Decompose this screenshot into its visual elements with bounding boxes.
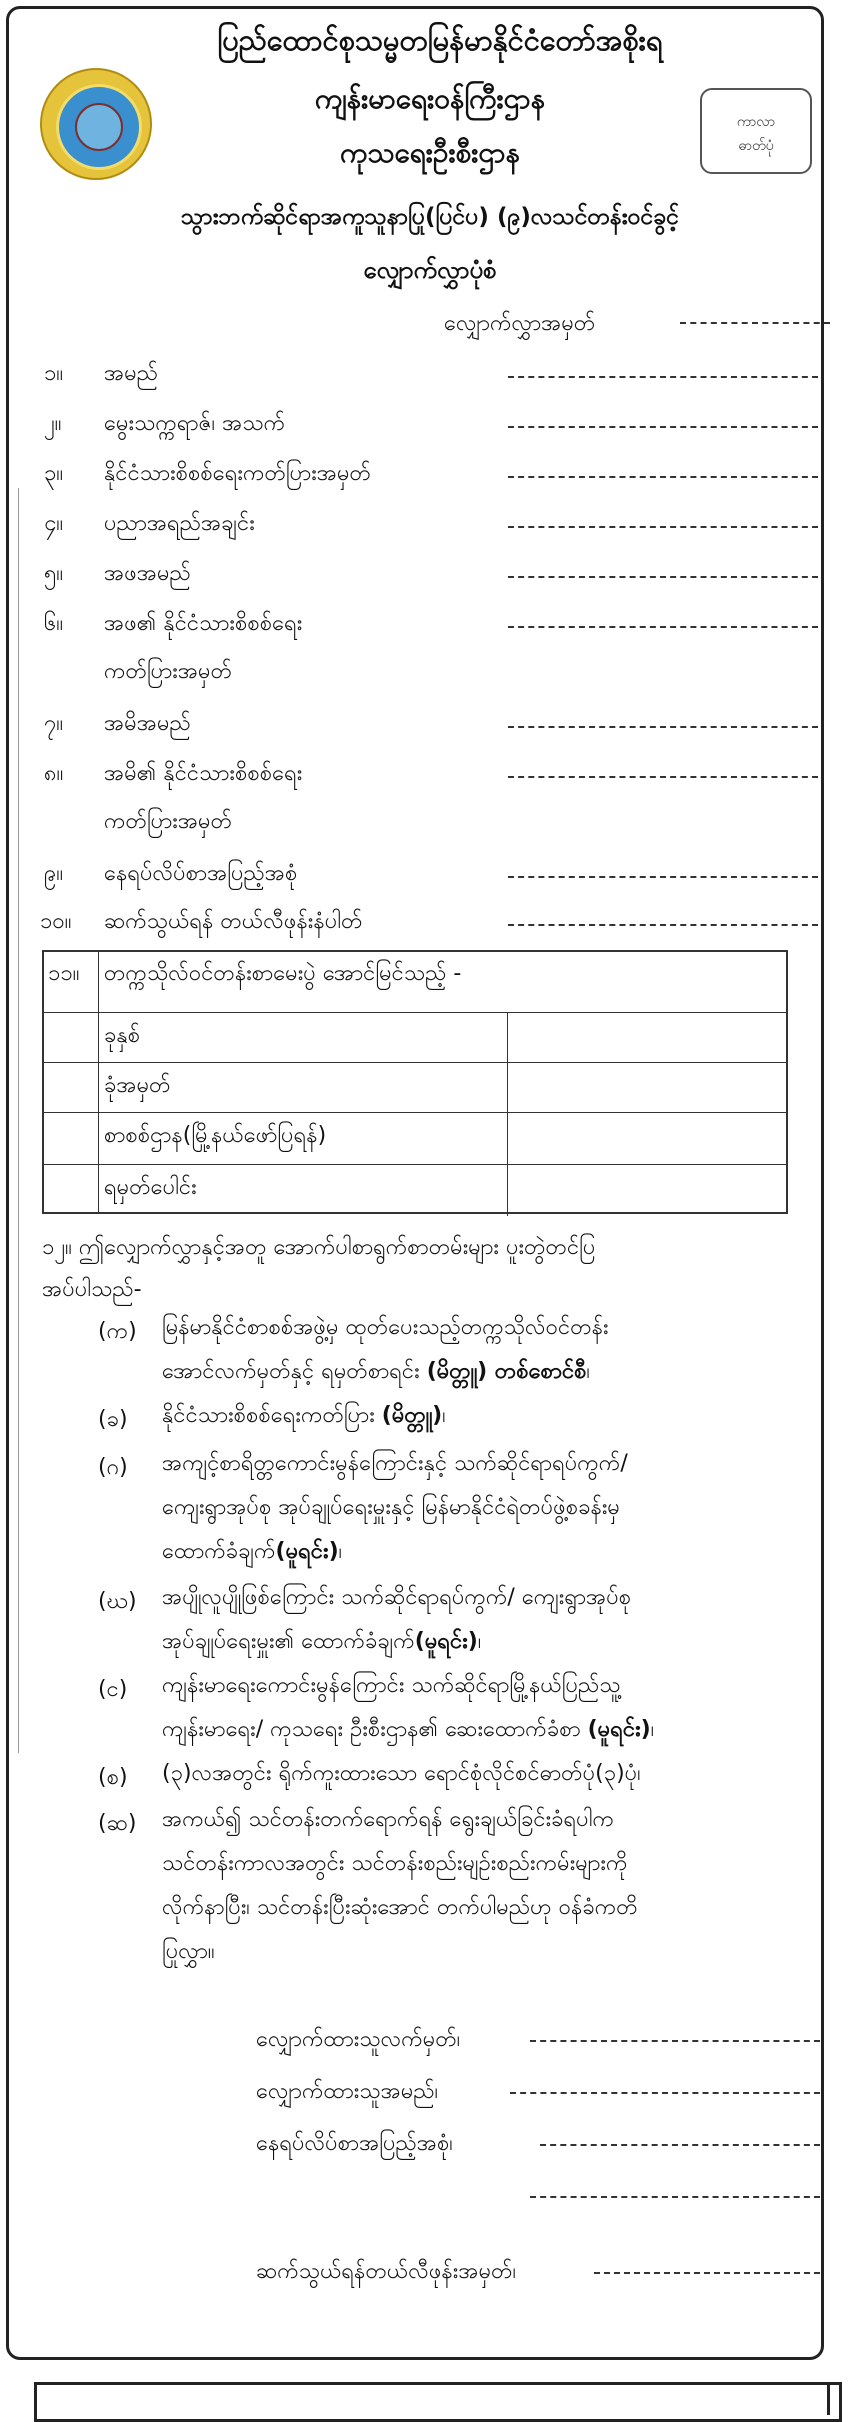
photo-box (700, 88, 812, 174)
exam-table-heading: တက္ကသိုလ်ဝင်တန်းစာမေးပွဲ အောင်မြင်သည့် - (104, 961, 462, 986)
application-number-label: လျှောက်လွှာအမှတ် (444, 311, 596, 336)
attachment-label: (ခ) (98, 1407, 128, 1432)
department-title: ကုသရေးဦးစီးဌာန (340, 136, 520, 169)
attachment-item-text: အပျိုလူပျိုဖြစ်ကြောင်း သက်ဆိုင်ရာရပ်ကွက်/ ကျေးရွာအုပ်စု အုပ်ချုပ်ရေးမှူး၏ ထောက်ခံချက်(မူရင်း)၊ (162, 1585, 632, 1654)
exam-row-centre: စာစစ်ဌာန(မြို့နယ်ဖော်ပြရန်) (104, 1123, 327, 1148)
applicant-address-line-2[interactable] (530, 2196, 820, 2198)
field-number: ၄။ (44, 511, 64, 536)
attachment-label: (င) (98, 1677, 128, 1702)
field-father-name-label: အဖအမည် (104, 561, 191, 586)
attachments-intro-cont: အပ်ပါသည်- (42, 1277, 142, 1302)
field-nrc-line[interactable] (508, 476, 818, 478)
logo-emblem-icon (56, 84, 142, 170)
field-number: ၇။ (44, 711, 64, 736)
attachment-item-text: နိုင်ငံသားစိစစ်ရေးကတ်ပြား (မိတ္တူ)၊ (162, 1403, 446, 1428)
applicant-address-label: နေရပ်လိပ်စာအပြည့်အစုံ၊ (256, 2131, 453, 2156)
attachment-label: (က) (98, 1319, 137, 1344)
field-mother-nrc-line[interactable] (508, 776, 818, 778)
field-phone-line[interactable] (508, 924, 818, 926)
field-mother-name-line[interactable] (508, 726, 818, 728)
attachments-intro: ၁၂။ ဤလျှောက်လွှာနှင့်အတူ အောက်ပါစာရွက်စာတမ်းများ ပူးတွဲတင်ပြ (42, 1235, 596, 1260)
field-father-nrc-label: အဖ၏ နိုင်ငံသားစိစစ်ရေး (104, 611, 303, 636)
field-education-line[interactable] (508, 526, 818, 528)
attachment-label: (ဃ) (98, 1589, 137, 1614)
field-mother-name-label: အမိအမည် (104, 711, 191, 736)
exam-table-number: ၁၁။ (48, 961, 80, 986)
exam-row-year: ခုနှစ် (104, 1023, 141, 1048)
field-number: ၉။ (44, 861, 64, 886)
application-number-line[interactable] (680, 322, 830, 324)
field-name-line[interactable] (508, 376, 818, 378)
page-edge-line (827, 2385, 830, 2415)
course-title: သွားဘက်ဆိုင်ရာအကူသူနာပြု(ပြင်ပ) (၉)လသင်တန်းဝင်ခွင့် (181, 204, 679, 230)
field-number: ၈။ (44, 761, 64, 786)
field-number: ၁။ (44, 361, 64, 386)
field-father-nrc-label-cont: ကတ်ပြားအမှတ် (104, 659, 233, 684)
field-mother-nrc-label-cont: ကတ်ပြားအမှတ် (104, 809, 233, 834)
department-logo (40, 68, 152, 180)
applicant-signature-line[interactable] (530, 2040, 820, 2042)
attachment-item-text: မြန်မာနိုင်ငံစာစစ်အဖွဲ့မှ ထုတ်ပေးသည့်တက္ကသိုလ်ဝင်တန်း အောင်လက်မှတ်နှင့် ရမှတ်စာရင်း (မိတ္တူ) တစ်စောင်စီ၊ (162, 1315, 609, 1384)
attachment-item-text: ကျန်းမာရေးကောင်းမွန်ကြောင်း သက်ဆိုင်ရာမြို့နယ်ပြည်သူ့ ကျန်းမာရေး/ ကုသရေး ဦးစီးဌာန၏ ဆေးထောက်ခံစာ (မူရင်း)၊ (162, 1673, 655, 1742)
field-number: ၅။ (44, 561, 64, 586)
attachment-label: (စ) (98, 1765, 128, 1790)
margin-line (18, 488, 19, 1753)
field-number: ၆။ (44, 611, 64, 636)
field-name-label: အမည် (104, 361, 159, 386)
field-mother-nrc-label: အမိ၏ နိုင်ငံသားစိစစ်ရေး (104, 761, 303, 786)
exam-row-roll-no: ခုံအမှတ် (104, 1073, 171, 1098)
field-number: ၃။ (44, 461, 64, 486)
field-phone-label: ဆက်သွယ်ရန် တယ်လီဖုန်းနံပါတ် (104, 909, 363, 934)
field-dob-line[interactable] (508, 426, 818, 428)
applicant-name-line[interactable] (510, 2092, 820, 2094)
field-number: ၂။ (44, 411, 62, 436)
applicant-signature-label: လျှောက်ထားသူလက်မှတ်၊ (256, 2027, 461, 2052)
next-form-border (34, 2382, 842, 2422)
applicant-address-line[interactable] (540, 2144, 820, 2146)
applicant-phone-line[interactable] (594, 2272, 820, 2274)
attachment-item-text: အကျင့်စာရိတ္တကောင်းမွန်ကြောင်းနှင့် သက်ဆိုင်ရာရပ်ကွက်/ ကျေးရွာအုပ်စု အုပ်ချုပ်ရေးမှူးနှင့် မြန်မာနိုင်ငံရဲတပ်ဖွဲ့စခန်းမှ ထောက်ခံချက်(မူရင်း)၊ (162, 1451, 628, 1564)
exam-row-total-marks: ရမှတ်ပေါင်း (104, 1175, 197, 1200)
photo-box-line1: ကာလာ (736, 114, 776, 130)
photo-box-line2: ဓာတ်ပုံ (738, 138, 774, 154)
applicant-name-label: လျှောက်ထားသူအမည်၊ (256, 2079, 439, 2104)
field-number: ၁၀။ (40, 909, 72, 934)
applicant-phone-label: ဆက်သွယ်ရန်တယ်လီဖုန်းအမှတ်၊ (256, 2259, 517, 2284)
form-title: လျှောက်လွှာပုံစံ (363, 256, 497, 284)
government-title: ပြည်ထောင်စုသမ္မတမြန်မာနိုင်ငံတော်အစိုးရ (217, 23, 663, 57)
field-dob-label: မွေးသက္ကရာဇ်၊ အသက် (104, 411, 286, 436)
attachment-label: (ဆ) (98, 1811, 137, 1836)
field-address-label: နေရပ်လိပ်စာအပြည့်အစုံ (104, 861, 298, 886)
field-nrc-label: နိုင်ငံသားစိစစ်ရေးကတ်ပြားအမှတ် (104, 461, 371, 486)
field-education-label: ပညာအရည်အချင်း (104, 511, 255, 536)
field-address-line[interactable] (508, 876, 818, 878)
field-father-nrc-line[interactable] (508, 626, 818, 628)
attachment-item-text: အကယ်၍ သင်တန်းတက်ရောက်ရန် ရွေးချယ်ခြင်းခံရပါက သင်တန်းကာလအတွင်း သင်တန်းစည်းမျဉ်းစည်းကမ်းများကို လိုက်နာပြီး၊ သင်တန်းပြီးဆုံးအောင် တက်ပါမည်ဟု ဝန်ခံကတိ ပြုလွှာ။ (162, 1807, 638, 1964)
attachment-label: (ဂ) (98, 1455, 128, 1480)
attachment-item-text: (၃)လအတွင်း ရိုက်ကူးထားသော ရောင်စုံလိုင်စင်ဓာတ်ပုံ(၃)ပုံ၊ (162, 1761, 641, 1786)
field-father-name-line[interactable] (508, 576, 818, 578)
ministry-title: ကျန်းမာရေးဝန်ကြီးဌာန (314, 82, 546, 115)
